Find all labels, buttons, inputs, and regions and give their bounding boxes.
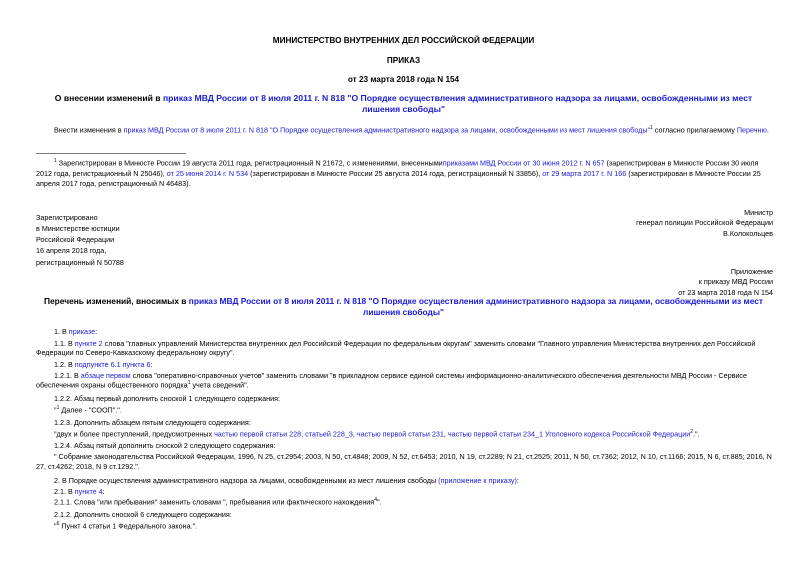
registration-line-5: регистрационный N 50788 — [36, 257, 124, 267]
footnote-text-1: Зарегистрирован в Минюсте России 19 августа 2011 года, регистрационный N 21672, с изменениями, внесенными — [56, 158, 443, 168]
intro-mid: согласно прилагаемому — [652, 125, 737, 135]
item-1-2 — [36, 360, 773, 369]
footnote-link-3[interactable]: от 29 марта 2017 г. N 166 — [542, 168, 627, 178]
item-1-2-2-quote — [36, 405, 773, 415]
intro-pre: Внести изменения в — [54, 125, 124, 135]
item-1-pre: 1. В — [54, 327, 69, 336]
item-2-1-1-text: 2.1.1. Слова "или пребывания" заменить словами ", пребывания или фактического нахождения — [54, 497, 375, 507]
item-1-2-3-link-4[interactable]: частью первой статьи 234_1 Уголовного кодекса Российской Федерации — [447, 429, 691, 439]
item-1-1-pre: 1.1. В — [54, 339, 75, 348]
footnote-link-2[interactable]: от 25 июня 2014 г. N 534 — [166, 168, 249, 178]
signature-title: Министр — [744, 208, 773, 217]
ministry-heading: МИНИСТЕРСТВО ВНУТРЕННИХ ДЕЛ РОССИЙСКОЙ ФЕДЕРАЦИИ — [272, 36, 535, 45]
order-date: от 23 марта 2018 года N 154 — [347, 75, 460, 84]
item-2-end: : — [516, 476, 519, 485]
signature-rank: генерал полиции Российской Федерации — [636, 218, 773, 228]
item-1-2-3-link-3[interactable]: частью первой статьи 231 — [356, 429, 444, 439]
item-1-2-1 — [36, 371, 773, 390]
item-1-2-end: : — [150, 360, 153, 369]
intro-footnote-mark: 1 — [650, 125, 653, 131]
footnote-text-4: (зарегистрирован в Минюсте России 25 апреля 2017 года, регистрационный N 46483). — [36, 168, 761, 189]
item-2-1-1 — [36, 497, 773, 507]
item-1-2-3: 1.2.3. Дополнить абзацем пятым следующего содержания: — [54, 418, 251, 427]
item-1-2-3-end: .". — [693, 429, 700, 439]
item-2-1-end: : — [102, 487, 105, 496]
item-1-1-link[interactable]: пункте 2 — [74, 339, 103, 348]
item-1-2-1-link[interactable]: абзаце первом — [80, 371, 131, 380]
item-1-2-3-quote-pre: "двух и более преступлений, предусмотренных — [54, 429, 215, 439]
appendix-line-2: к приказу МВД России — [698, 277, 773, 287]
item-2-1-link[interactable]: пункте 4 — [74, 487, 103, 496]
registration-line-4: 16 апреля 2018 года, — [36, 246, 107, 256]
item-1-link[interactable]: приказе — [68, 327, 96, 336]
footnote-paragraph — [36, 158, 773, 190]
item-1-end: : — [95, 327, 98, 336]
item-1-2-3-link-1[interactable]: частью первой статьи 228 — [214, 429, 302, 439]
signature-block — [636, 208, 773, 239]
item-1-2-2-quote-sup: 1 — [56, 405, 60, 411]
item-2-1-pre: 2.1. В — [54, 487, 75, 496]
appendix-line-1: Приложение — [730, 267, 773, 276]
item-1-1 — [36, 339, 773, 358]
intro-link[interactable]: приказ МВД России от 8 июля 2011 г. N 818 "О Порядке осуществления административного надзора за лицами, освобожденными из мест лишения свободы" — [123, 125, 651, 135]
item-1-2-1-text: слова "оперативно-справочных учетов" заменить словами "в прикладном сервисе единой системы информационно-аналитического обеспечения деятельности МВД России - Сервисе обеспечения охраны общественного порядка — [36, 371, 748, 390]
item-1-2-3-sep-3: , — [443, 429, 448, 439]
item-2-1-2-quote-text: Пункт 4 статьи 1 Федерального закона.". — [59, 521, 198, 531]
intro-paragraph — [36, 125, 773, 135]
item-1-2-link[interactable]: подпункте 6.1 пункта 6 — [74, 360, 151, 369]
registration-line-2: в Министерстве юстиции — [36, 224, 120, 234]
footnote-divider — [36, 153, 186, 154]
order-heading: ПРИКАЗ — [386, 56, 421, 65]
signature-name: В.Колокольцев — [723, 228, 773, 238]
order-title-link[interactable]: приказ МВД России от 8 июля 2011 г. N 818 "О Порядке осуществления административного надзора за лицами, освобожденными из мест лишения свободы" — [162, 93, 753, 114]
item-1-2-3-quote — [36, 429, 773, 439]
item-1-2-4-quote: " Собрание законодательства Российской Федерации, 1996, N 25, ст.2954; 2003, N 50, ст.4848; 2009, N 52, ст.6453; 2010, N 19, ст.2289; N 21, ст.2525; 2011, N 50, ст.7362; 2012, N 10, ст.1166; 2015, N 6, ст.885; 2016, N 27, ст.4262; 2018, N 9 ст.1292.". — [36, 452, 772, 472]
footnote-text-2: (зарегистрирован в Минюсте России 30 июля 2012 года, регистрационный N 25046), — [36, 158, 759, 178]
intro-end: . — [766, 125, 769, 135]
registration-line-1: Зарегистрировано — [36, 213, 98, 222]
footnote-link-1[interactable]: приказами МВД России от 30 июня 2012 г. N 657 — [442, 158, 605, 168]
order-title-prefix: О внесении изменений в — [54, 93, 163, 103]
item-1 — [36, 327, 773, 336]
list-title-link[interactable]: приказ МВД России от 8 июля 2011 г. N 818 "О Порядке осуществления административного надзора за лицами, освобожденными из мест лишения свободы" — [188, 296, 764, 317]
item-2-1 — [36, 487, 773, 496]
item-2-1-1-sup: 4 — [374, 497, 377, 503]
item-1-2-3-link-2[interactable]: статьей 228_3 — [305, 429, 353, 439]
item-2-link[interactable]: (приложение к приказу) — [438, 476, 517, 485]
list-title-prefix: Перечень изменений, вносимых в — [43, 296, 189, 306]
item-1-2-3-sep-2: , — [352, 429, 357, 439]
item-1-2-1-sup: 1 — [187, 380, 191, 387]
item-1-2-4: 1.2.4. Абзац пятый дополнить сноской 2 следующего содержания: — [54, 441, 276, 450]
item-1-2-3-sup: 2 — [690, 429, 694, 435]
item-2-1-2-quote-open: " — [54, 521, 57, 531]
appendix-line-3: от 23 марта 2018 года N 154 — [678, 287, 773, 297]
registration-block — [36, 212, 124, 268]
order-title — [40, 93, 767, 114]
item-1-2-3-sep-1: , — [301, 429, 306, 439]
item-1-2-1-end: учета сведений". — [190, 380, 249, 390]
item-2-1-1-end: ". — [376, 497, 382, 507]
item-1-2-2-quote-open: " — [54, 405, 57, 415]
item-2-pre: 2. В Порядке осуществления административного надзора за лицами, освобожденными из мест лишения свободы — [54, 476, 439, 485]
list-title — [30, 296, 777, 317]
item-1-2-2: 1.2.2. Абзац первый дополнить сноской 1 следующего содержания: — [54, 394, 281, 403]
perechen-link[interactable]: Перечню — [736, 125, 767, 135]
footnote-text-3: (зарегистрирован в Минюсте России 25 августа 2014 года, регистрационный N 33856), — [248, 168, 543, 178]
item-2-1-2: 2.1.2. Дополнить сноской 6 следующего содержания: — [54, 510, 232, 519]
footnote-mark: 1 — [54, 158, 57, 164]
item-1-2-2-quote-text: Далее - "СООП".". — [59, 405, 122, 415]
item-2 — [36, 476, 773, 485]
item-2-1-2-quote — [36, 521, 773, 531]
registration-line-3: Российской Федерации — [36, 235, 115, 245]
appendix-block — [678, 267, 773, 298]
item-1-2-pre: 1.2. В — [54, 360, 75, 369]
item-1-2-1-pre: 1.2.1. В — [54, 371, 81, 380]
item-2-1-2-quote-sup: 6 — [56, 521, 60, 527]
item-1-1-text: слова "главных управлений Министерства внутренних дел Российской Федерации по федеральным округам" заменить словами "Главного управления Министерства внутренних дел Российской Федерации по Северо-Кавказскому федеральному округу". — [36, 339, 756, 358]
